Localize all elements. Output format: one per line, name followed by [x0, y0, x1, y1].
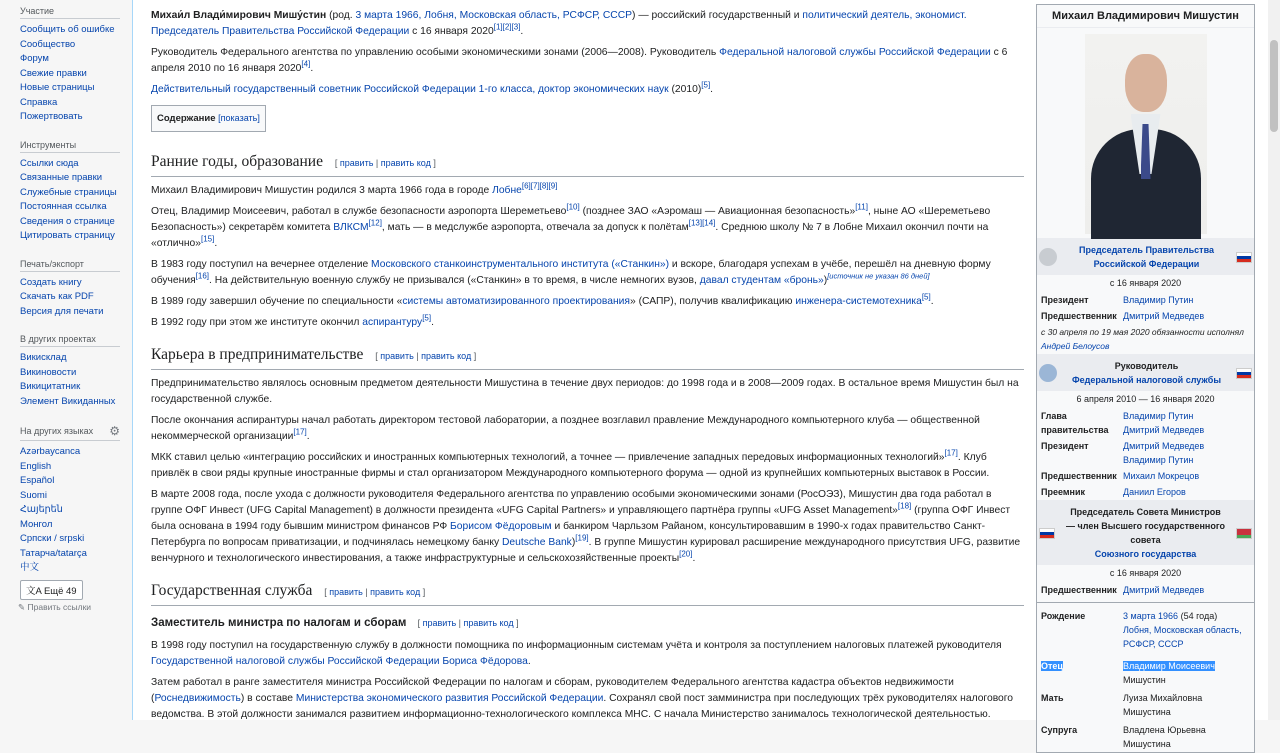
text: . [431, 317, 434, 328]
text: . [306, 431, 310, 442]
person-name: Михаи́л Влади́мирович Мишу́стин [151, 10, 327, 21]
infobox-row [1037, 438, 1254, 468]
projects-heading: В других проектах [20, 334, 120, 347]
text: и банкиром Чарльзом Райаном, консультировавшим в 1990-х годах правительство Санкт-Петербурга по вопросам приватизации, и подчинялась немецкому банку [151, 521, 986, 548]
birth-date-link[interactable]: 3 марта 1966 [1123, 611, 1179, 621]
note-text: с 30 апреля по 19 мая 2020 обязанности исполнял [1041, 327, 1244, 337]
text: . [930, 296, 934, 307]
lead-paragraph-3 [151, 82, 1024, 98]
ref-link[interactable]: [20] [679, 549, 693, 559]
spouse-surname: Мишустина [1123, 739, 1171, 749]
section-heading-business [151, 344, 1024, 370]
russia-flag-icon [1236, 252, 1252, 263]
emblem-icon [1039, 248, 1057, 266]
sidebar-item [20, 489, 132, 504]
text: В 1983 году поступил на вечернее отделение [151, 259, 369, 270]
text: и вскоре, благодаря успехам в учёбе, перешёл на дневную форму обучения [151, 259, 991, 286]
infobox-row [1037, 308, 1254, 324]
ref-link[interactable]: [5] [422, 313, 432, 323]
tools-heading: Инструменты [20, 140, 120, 153]
sidebar [0, 0, 132, 720]
paragraph [151, 638, 1024, 670]
row-values [1123, 723, 1250, 751]
rosnedvizhimost-link[interactable]: Роснедвижимость [154, 693, 241, 704]
toc-title: Содержание [157, 113, 216, 124]
sidebar-link[interactable]: Элемент Викиданных [20, 395, 116, 407]
section-title: Государственная служба [151, 582, 313, 599]
photo-head [1125, 54, 1167, 112]
tools-portal [20, 140, 132, 244]
sidebar-link[interactable]: Сообщество [20, 38, 76, 50]
sidebar-item [20, 532, 132, 547]
sidebar-item [20, 460, 132, 475]
paragraph [151, 450, 1024, 482]
text: В 1998 году поступил на государственную службу в должности помощника по информационным системам учёта и контроля за поступлением налоговых платежей руководителя [151, 640, 1002, 651]
participation-list [20, 23, 132, 125]
mother-surname: Мишустина [1123, 707, 1171, 717]
text: . [692, 553, 696, 564]
sidebar-item [20, 474, 132, 489]
row-label: Преемник [1041, 487, 1085, 497]
article-text [151, 0, 1024, 728]
sidebar-link[interactable]: Викицитатник [20, 381, 81, 392]
toc-toggle-link[interactable]: [показать] [218, 113, 260, 123]
infobox-row-mother [1037, 690, 1254, 720]
ref-link[interactable]: [13][14] [688, 218, 716, 228]
sidebar-item [20, 290, 132, 305]
row-label: Предшественник [1041, 585, 1117, 595]
print-list [20, 276, 132, 320]
text: . [527, 656, 531, 667]
position-header [1037, 500, 1254, 565]
table-of-contents [151, 105, 266, 132]
text: . Среднюю школу № 7 в Лобне Михаил окончил почти на «отлично» [151, 222, 989, 249]
deutsche-bank-link[interactable]: Deutsche Bank [502, 537, 572, 548]
belarus-flag-icon [1236, 528, 1252, 539]
content-area [132, 0, 1269, 749]
position-date: с 16 января 2020 [1109, 278, 1182, 288]
acting-note [1037, 324, 1254, 354]
citation-needed-link[interactable]: [источник не указан 86 дней] [827, 271, 930, 281]
projects-portal [20, 334, 132, 409]
text: Затем работал в ранге заместителя министра Российской Федерации по налогам и сборам, руководителем Федерального агентства кадастра объектов недвижимости ( [151, 677, 954, 704]
sidebar-link[interactable]: Српски / srpski [20, 533, 85, 544]
sidebar-item [20, 445, 132, 460]
paragraph [151, 183, 1024, 199]
edit-code-link[interactable]: править код [463, 618, 514, 628]
sidebar-link[interactable]: Скачать как PDF [20, 291, 94, 302]
text: . На действительную военную службу не призывался («Станкин» в то время, в числе немногих вузов, [209, 275, 697, 286]
text: В 1989 году завершил обучение по специальности « [151, 296, 403, 307]
sidebar-item [20, 380, 132, 395]
gns-link[interactable]: Государственной налоговой службы Российской Федерации Бориса Фёдорова [151, 656, 528, 667]
lead1-rod: (род. [329, 10, 353, 21]
paragraph [151, 204, 1024, 252]
print-portal [20, 259, 132, 320]
lobnya-link[interactable]: Лобне [492, 185, 522, 196]
father-surname: Мишустин [1123, 675, 1166, 685]
lead-paragraph-1 [151, 0, 1024, 40]
row-label: Супруга [1041, 725, 1078, 735]
paragraph [151, 413, 1024, 445]
row-values [1123, 609, 1250, 651]
text: . [214, 238, 218, 249]
russia-flag-icon [1039, 528, 1055, 539]
sidebar-link[interactable]: Версия для печати [20, 305, 104, 317]
sidebar-link[interactable]: Azərbaycanca [20, 446, 81, 457]
position-link[interactable]: Председатель Правительства Российской Федерации [1079, 245, 1214, 269]
sidebar-item [20, 52, 132, 67]
languages-list [20, 445, 132, 576]
row-label: Президент [1041, 441, 1089, 451]
translate-icon: 文A [26, 585, 42, 597]
ref-link[interactable]: [17] [944, 448, 958, 458]
position-header [1037, 238, 1254, 275]
aspirantura-link[interactable]: аспирантуру [362, 317, 423, 328]
ref-link[interactable]: [4] [301, 59, 311, 69]
ref-link[interactable]: [12] [368, 218, 382, 228]
sidebar-item [20, 23, 132, 38]
text: МКК ставил целью «интеграцию российских и иностранных компьютерных технологий, а точнее — привлечение западных передовых информационных технологий» [151, 452, 945, 463]
projects-list [20, 351, 132, 409]
ref-link[interactable]: [5] [921, 292, 931, 302]
infobox-row-birth [1037, 602, 1254, 652]
sidebar-item [20, 518, 132, 533]
politician-link[interactable]: политический деятель, экономист. [802, 10, 967, 21]
lead1-since: с 16 января 2020 [412, 26, 494, 37]
sidebar-link[interactable]: Связанные правки [20, 172, 103, 183]
sidebar-link[interactable]: Викисклад [20, 352, 67, 363]
paragraph [151, 315, 1024, 331]
section-title: Карьера в предпринимательстве [151, 346, 364, 363]
row-label: Глава правительства [1041, 411, 1109, 435]
text: Михаил Владимирович Мишустин родился 3 марта 1966 года в городе [151, 185, 490, 196]
russia-flag-icon [1236, 368, 1252, 379]
row-label [1041, 659, 1123, 687]
sidebar-item [20, 561, 132, 576]
ref-link[interactable]: [15] [200, 234, 215, 244]
edit-code-link[interactable]: править код [421, 351, 472, 361]
sidebar-link[interactable]: Ссылки сюда [20, 157, 79, 169]
position-link[interactable]: Союзного государства [1094, 549, 1197, 559]
sidebar-link[interactable]: Служебные страницы [20, 186, 117, 198]
lead1-end: . [520, 26, 524, 37]
edit-link[interactable]: править [422, 618, 457, 628]
row-label: Мать [1041, 693, 1064, 703]
edit-link[interactable]: править [339, 158, 374, 168]
row-label: Президент [1041, 295, 1089, 305]
sidebar-item [20, 215, 132, 230]
position-link[interactable]: Федеральной налоговой службы [1071, 375, 1222, 385]
lead2-text: Руководитель Федерального агентства по управлению особыми экономическими зонами (2006—2008). Руководитель [151, 47, 717, 58]
birth-link[interactable]: 3 марта 1966, Лобня, Московская область, РСФСР, СССР [355, 10, 633, 21]
ref-link[interactable]: [16] [195, 271, 209, 281]
section-heading-early-years [151, 151, 1024, 177]
lead-paragraph-2 [151, 45, 1024, 77]
row-value-link[interactable]: Владимир Путин [1123, 295, 1194, 305]
sidebar-link[interactable]: 中文 [20, 562, 40, 573]
chairman-link[interactable]: Председатель Правительства Российской Федерации [151, 26, 410, 37]
sidebar-link[interactable]: Форум [20, 53, 49, 64]
sidebar-item [20, 67, 132, 82]
portrait-photo[interactable] [1085, 34, 1207, 234]
position-title [1057, 359, 1236, 387]
ref-link[interactable]: [10] [566, 202, 580, 212]
sidebar-link[interactable]: Татарча/tatarça [20, 547, 87, 559]
section-heading-civil-service [151, 580, 1024, 606]
sidebar-link[interactable]: Монгол [20, 518, 53, 530]
paragraph [151, 257, 1024, 289]
sidebar-item [20, 96, 132, 111]
sidebar-item [20, 305, 132, 320]
tools-list [20, 157, 132, 244]
father-label: Отец [1041, 661, 1063, 671]
sidebar-item [20, 186, 132, 201]
sidebar-link[interactable]: Пожертвовать [20, 111, 83, 122]
more-languages-label: Ещё 49 [43, 585, 77, 597]
sidebar-item [20, 276, 132, 291]
position-title-line: — член Высшего государственного совета [1066, 521, 1225, 545]
sidebar-item [20, 157, 132, 172]
sidebar-link[interactable]: Создать книгу [20, 276, 82, 288]
edit-link[interactable]: править [329, 587, 363, 597]
languages-portal [20, 424, 132, 600]
paragraph [151, 294, 1024, 310]
fns-link[interactable]: Федеральной налоговой службы Российской Федерации [719, 47, 991, 58]
infobox-row-father [1037, 658, 1254, 688]
text: (группа ОФГ Инвест была основана в 1994 году бывшим министром финансов РФ [151, 505, 1011, 532]
row-value-link[interactable]: Владимир Путин [1123, 455, 1194, 465]
edit-links-label: Править ссылки [27, 601, 92, 612]
text: (позднее ЗАО «Аэромаш — Авиационная безопасность» [582, 206, 856, 217]
print-heading: Печать/экспорт [20, 259, 120, 272]
row-value-link[interactable]: Дмитрий Медведев [1123, 425, 1205, 435]
row-value-link[interactable]: Даниил Егоров [1123, 487, 1186, 497]
rank-link[interactable]: Действительный государственный советник Российской Федерации 1-го класса, доктор экономических наук [151, 84, 669, 95]
languages-heading [20, 424, 120, 441]
ref-link[interactable]: [17] [293, 427, 307, 437]
birth-place-link[interactable]: Лобня, Московская область, РСФСР, СССР [1123, 625, 1242, 649]
row-value-link[interactable]: Дмитрий Медведев [1123, 585, 1205, 595]
gear-icon[interactable]: ⚙ [109, 424, 120, 438]
sidebar-item [20, 81, 132, 96]
row-value-link[interactable]: Дмитрий Медведев [1123, 311, 1205, 321]
position-header [1037, 354, 1254, 391]
languages-title: На других языках [20, 426, 94, 436]
ref-link[interactable]: [6][7][8][9] [521, 181, 558, 191]
father-link[interactable]: Владимир Моисеевич [1123, 661, 1215, 671]
edit-links-button[interactable] [18, 602, 132, 613]
sidebar-item [20, 171, 132, 186]
participation-portal [20, 6, 132, 125]
sidebar-link[interactable]: Сведения о странице [20, 215, 115, 227]
mother-name: Луиза Михайловна [1123, 693, 1203, 703]
engineer-link[interactable]: инженера-системотехника [795, 296, 922, 307]
sidebar-link[interactable]: Հայերեն [20, 504, 63, 515]
age: (54 года) [1180, 611, 1218, 621]
more-languages-button[interactable] [20, 580, 83, 600]
row-value-link[interactable]: Михаил Мокрецов [1123, 471, 1200, 481]
scrollbar-thumb[interactable] [1270, 40, 1278, 132]
lead3-text: (2010) [671, 84, 702, 95]
section-title: Ранние годы, образование [151, 153, 323, 170]
subsection-heading-deputy-minister [151, 614, 1024, 632]
lead2-text2: с 6 апреля 2010 по 16 января 2020 [151, 47, 1008, 74]
sidebar-item [20, 395, 132, 410]
text: » (САПР), получив квалификацию [630, 296, 793, 307]
infobox-title: Михаил Владимирович Мишустин [1037, 5, 1254, 28]
text: . В группе Мишустин курировал расширение международного присутствия UFG, развитие венчурного и технологического инвестирования, а также инфраструктурные и сельскохозяйственные проекты [151, 537, 1021, 564]
lead3-end: . [710, 84, 714, 95]
edit-code-link[interactable]: править код [380, 158, 431, 168]
row-label: Рождение [1041, 611, 1086, 621]
row-values [1123, 691, 1250, 719]
sidebar-item [20, 503, 132, 518]
ref-link[interactable]: [18] [897, 501, 912, 511]
scrollbar[interactable] [1268, 0, 1280, 720]
text: . Сохранял свой пост замминистра при последующих трёх руководителях налогового ведомства. В этой должности занимался развитием информационно-технологического комплекса МНС. С начала Министерство занималось технологической деятельностью. [151, 693, 1014, 720]
lead2-end: . [310, 63, 314, 74]
section-edit-links: [ править | править код ] [324, 587, 426, 597]
infobox-row [1037, 582, 1254, 598]
sidebar-link[interactable]: English [20, 460, 52, 472]
section-edit-links: [ править | править код ] [334, 158, 436, 168]
sidebar-link[interactable]: Новые страницы [20, 82, 95, 93]
edit-link[interactable]: править [380, 351, 414, 361]
sidebar-item [20, 110, 132, 125]
text: ) [823, 275, 828, 286]
position-date: с 16 января 2020 [1109, 568, 1182, 578]
row-values [1123, 409, 1250, 437]
infobox-row [1037, 292, 1254, 308]
text: , ныне АО «Шереметьево Безопасность») секретарём комитета [151, 206, 991, 233]
infobox-row [1037, 408, 1254, 438]
row-label: Предшественник [1041, 471, 1117, 481]
sidebar-item [20, 351, 132, 366]
position-title-line: Руководитель [1114, 361, 1179, 371]
position-title-line: Председатель Совета Министров [1070, 507, 1221, 517]
row-values [1123, 439, 1250, 467]
row-values [1123, 659, 1250, 687]
emblem-icon [1039, 364, 1057, 382]
row-label: Предшественник [1041, 311, 1117, 321]
bron-link[interactable]: давал студентам «бронь» [699, 275, 824, 286]
stankin-link[interactable]: Московского станкоинструментального института («Станкин») [371, 259, 670, 270]
paragraph [151, 675, 1024, 723]
infobox-row-spouse [1037, 722, 1254, 752]
paragraph [151, 487, 1024, 567]
sidebar-link[interactable]: Свежие правки [20, 67, 87, 79]
paragraph: Предпринимательство являлось основным предметом деятельности Мишустина в течение двух периодов: до 1998 года и в 2008—2009 годах. В остальное время Мишустин был на государственной службе. [151, 378, 1019, 405]
spouse-name: Владлена Юрьевна [1123, 725, 1206, 735]
ministry-link[interactable]: Министерства экономического развития Российской Федерации [295, 693, 604, 704]
text: В 1992 году при этом же институте окончил [151, 317, 360, 328]
position-title [1055, 505, 1236, 561]
sidebar-item [20, 200, 132, 215]
sidebar-link[interactable]: Español [20, 475, 55, 486]
participation-heading: Участие [20, 6, 120, 19]
text: . Клуб привлёк в свои ряды крупные иностранные фирмы и стал организатором Международного компьютерного форума — одной из крупнейших компьютерных выставок в России. [151, 452, 990, 479]
sidebar-link[interactable]: Постоянная ссылка [20, 201, 107, 212]
text: После окончания аспирантуры начал работать директором тестовой лаборатории, а позднее возглавил правление Международного компьютерного клуба — общественной некоммерческой организации [151, 415, 980, 442]
position-date: 6 апреля 2010 — 16 января 2020 [1076, 394, 1215, 404]
text: Отец, Владимир Моисеевич, работал в службе безопасности аэропорта Шереметьево [151, 206, 567, 217]
ref-link[interactable]: [5] [701, 80, 711, 90]
ref-link[interactable]: [11] [855, 202, 868, 212]
sidebar-item [20, 38, 132, 53]
text: В марте 2008 года, после ухода с должности руководителя Федерального агентства по управлению особыми экономическими зонами (РосОЭЗ), Мишустин два года работал в группе ОФГ Инвест (UFG Capital Management) в должности президента «UFG Capital Partners» и управляющего партнёра группы «UFG Asset Management» [151, 489, 992, 516]
infobox [1036, 4, 1255, 753]
sidebar-link[interactable]: Справка [20, 96, 58, 108]
sidebar-link[interactable]: Сообщить об ошибке [20, 24, 115, 35]
ref-link[interactable]: [1][2][3] [493, 22, 521, 32]
sidebar-item [20, 366, 132, 381]
vlksm-link[interactable]: ВЛКСМ [333, 222, 369, 233]
lead1-text: ) — российский государственный и [632, 10, 800, 21]
subsection-title: Заместитель министра по налогам и сборам [151, 617, 407, 629]
section-edit-links: [ править | править код ] [375, 351, 477, 361]
pencil-icon: ✎ [18, 601, 26, 612]
row-value-link[interactable]: Владимир Путин [1123, 411, 1194, 421]
section-edit-links: [ править | править код ] [417, 618, 519, 628]
edit-code-link[interactable]: править код [370, 587, 421, 597]
fedorov-link[interactable]: Борисом Фёдоровым [450, 521, 552, 532]
ref-link[interactable]: [19] [575, 533, 589, 543]
infobox-row [1037, 484, 1254, 500]
sidebar-link[interactable]: Цитировать страницу [20, 230, 115, 241]
sidebar-item [20, 229, 132, 244]
row-value-link[interactable]: Дмитрий Медведев [1123, 441, 1205, 451]
sidebar-link[interactable]: Suomi [20, 489, 47, 501]
infobox-row [1037, 468, 1254, 484]
sidebar-item [20, 547, 132, 562]
sidebar-link[interactable]: Викиновости [20, 366, 77, 378]
text: ) [571, 537, 576, 548]
text: , мать — в медслужбе аэропорта, отвечала за допуск к полётам [381, 222, 689, 233]
text: ) в составе [240, 693, 293, 704]
belousov-link[interactable]: Андрей Белоусов [1041, 341, 1110, 351]
sapr-link[interactable]: системы автоматизированного проектирования [402, 296, 631, 307]
